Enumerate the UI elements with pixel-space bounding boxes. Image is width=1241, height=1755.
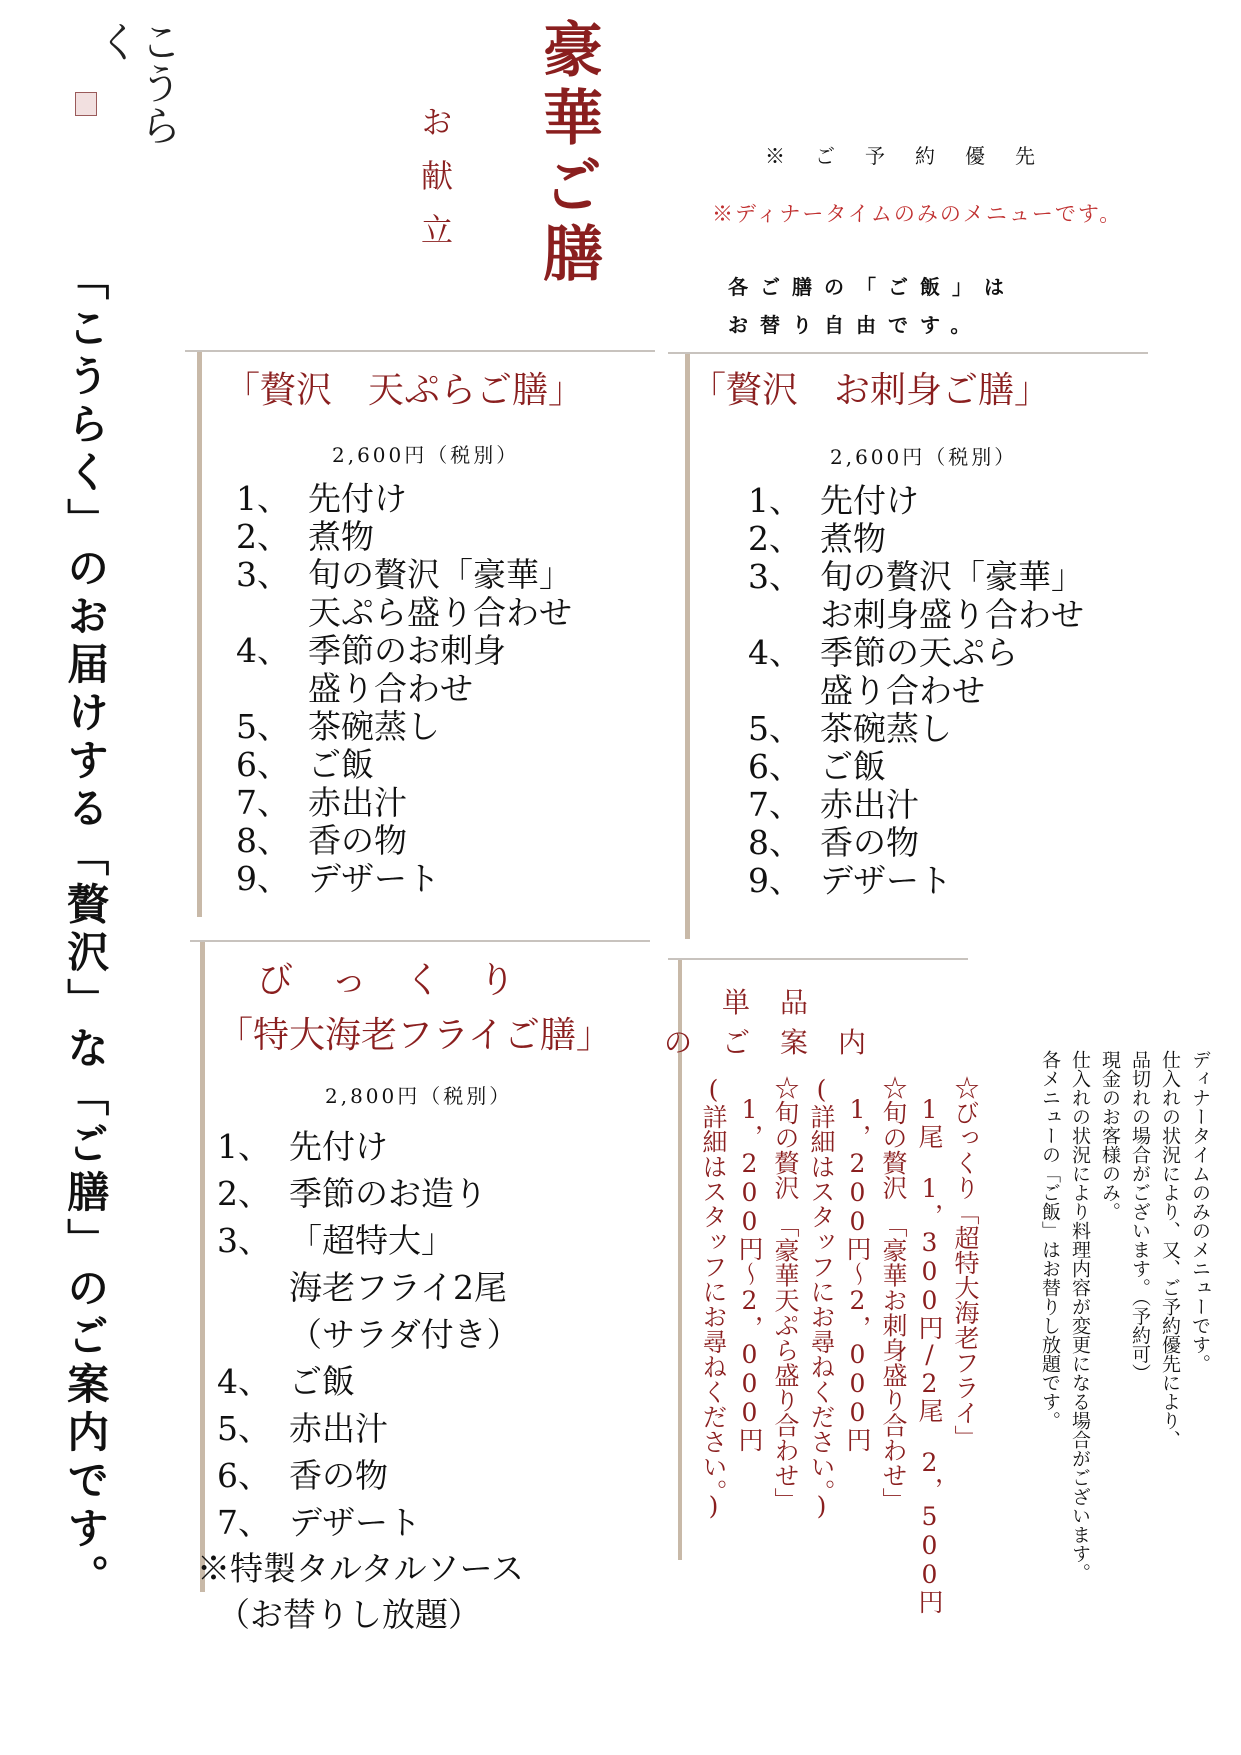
section-price: 2,600円（税別） — [332, 443, 520, 467]
list-item: 3、 旬の贅沢「豪華」 — [236, 555, 572, 594]
list-item: 5、 茶碗蒸し — [748, 709, 952, 748]
list-item: 7、 デザート — [217, 1503, 421, 1542]
item-list — [236, 480, 662, 898]
tartar-note — [197, 1546, 665, 1638]
tanpin-list — [695, 1075, 983, 1695]
list-item: 8、 香の物 — [748, 823, 919, 862]
tanpin-item: ☆びっくり「超特大海老フライ」 — [951, 1075, 980, 1450]
list-item: 4、 ご飯 — [217, 1362, 355, 1401]
list-item: 7、 赤出汁 — [236, 783, 407, 822]
list-item: 9、 デザート — [748, 861, 952, 900]
list-item: 3、 「超特大」 — [217, 1221, 454, 1260]
section-price: 2,800円（税別） — [325, 1084, 513, 1108]
list-item: 5、 赤出汁 — [217, 1409, 388, 1448]
section-title: 「贅沢 天ぷらご膳」 — [224, 370, 585, 411]
note-line: 仕入れの状況により料理内容が変更になる場合がございます。 — [1069, 1050, 1091, 1582]
tanpin-title-line-1: 単品 — [722, 986, 839, 1019]
list-item: 盛り合わせ — [820, 671, 985, 710]
tartar-note-line-1: ※特製タルタルソース — [197, 1549, 525, 1588]
list-item: 2、 煮物 — [748, 519, 886, 558]
list-item: 1、 先付け — [217, 1127, 388, 1166]
tanpin-item-note: (詳細はスタッフにお尋ねください。) — [699, 1075, 728, 1521]
tanpin-title — [664, 983, 896, 1063]
list-item: 7、 赤出汁 — [748, 785, 919, 824]
page-subtitle: お献立 — [416, 105, 454, 267]
logo — [92, 20, 205, 150]
list-item: 6、 ご飯 — [236, 745, 374, 784]
section-price: 2,600円（税別） — [830, 445, 1018, 469]
list-item: 3、 旬の贅沢「豪華」 — [748, 557, 1084, 596]
page-title: 豪華ご膳 — [533, 18, 603, 290]
list-item: 1、 先付け — [748, 481, 919, 520]
reservation-note: ※ご予約優先 — [765, 144, 1065, 168]
section-title: 「贅沢 お刺身ご膳」 — [690, 370, 1051, 411]
rice-note-line-1: 各ご膳の「ご飯」は — [728, 275, 1016, 299]
note-line: ディナータイムのみのメニューです。 — [1189, 1050, 1211, 1373]
tanpin-item: ☆旬の贅沢 「豪華天ぷら盛り合わせ」 — [771, 1075, 800, 1513]
list-item: お刺身盛り合わせ — [820, 595, 1084, 634]
list-item: 2、 季節のお造り — [217, 1174, 487, 1213]
list-item: 5、 茶碗蒸し — [236, 707, 440, 746]
list-item: 8、 香の物 — [236, 821, 407, 860]
list-item: 4、 季節の天ぷら — [748, 633, 1018, 672]
rice-note — [728, 268, 1016, 344]
slogan: 「こうらく」のお届けする「贅沢」な「ご膳」のご案内です。 — [61, 258, 111, 1602]
list-item: 4、 季節のお刺身 — [236, 631, 506, 670]
tanpin-title-line-2: のご案内 — [664, 1026, 897, 1059]
menu-section-tempura — [197, 352, 662, 917]
tartar-note-line-2: （お替りし放題） — [217, 1595, 481, 1634]
tanpin-item-detail: 1尾 1，300円/2尾 2，500円 — [915, 1095, 944, 1614]
menu-section-ebi-fry — [197, 942, 665, 1634]
menu-section-sashimi — [685, 354, 1160, 939]
list-item: 海老フライ2尾 — [289, 1268, 508, 1307]
list-item: 天ぷら盛り合わせ — [308, 593, 572, 632]
list-item: 盛り合わせ — [308, 669, 473, 708]
list-item: 6、 ご飯 — [748, 747, 886, 786]
tanpin-item: ☆旬の贅沢 「豪華お刺身盛り合わせ」 — [879, 1075, 908, 1513]
tanpin-item-detail: 1，200円～2，000円 — [843, 1095, 872, 1452]
list-item: 9、 デザート — [236, 859, 440, 898]
list-item: 6、 香の物 — [217, 1456, 388, 1495]
item-list — [748, 482, 1160, 900]
note-line: 現金のお客様のみ。 — [1099, 1050, 1121, 1221]
dinner-only-note: ※ディナータイムのみのメニューです。 — [712, 202, 1123, 226]
notes — [1035, 1050, 1215, 1630]
section-kicker: びっくり — [257, 960, 554, 1001]
rice-note-line-2: お替り自由です。 — [728, 313, 983, 337]
note-line: 仕入れの状況により、又、ご予約優先により、 — [1159, 1050, 1181, 1449]
list-item: 2、 煮物 — [236, 517, 374, 556]
list-item: （サラダ付き） — [289, 1315, 520, 1354]
note-line: 各メニューの「ご飯」はお替りし放題です。 — [1039, 1050, 1061, 1430]
logo-text: こうらく — [92, 20, 183, 146]
tanpin-item-detail: 1，200円～2，000円 — [735, 1095, 764, 1452]
seal-stamp — [75, 92, 97, 116]
note-line: 品切れの場合がございます。（予約可） — [1129, 1050, 1151, 1383]
tanpin-item-note: (詳細はスタッフにお尋ねください。) — [807, 1075, 836, 1521]
section-title: 「特大海老フライご膳」 — [217, 1015, 612, 1056]
item-list — [217, 1123, 665, 1546]
list-item: 1、 先付け — [236, 479, 407, 518]
section-divider — [668, 958, 968, 960]
